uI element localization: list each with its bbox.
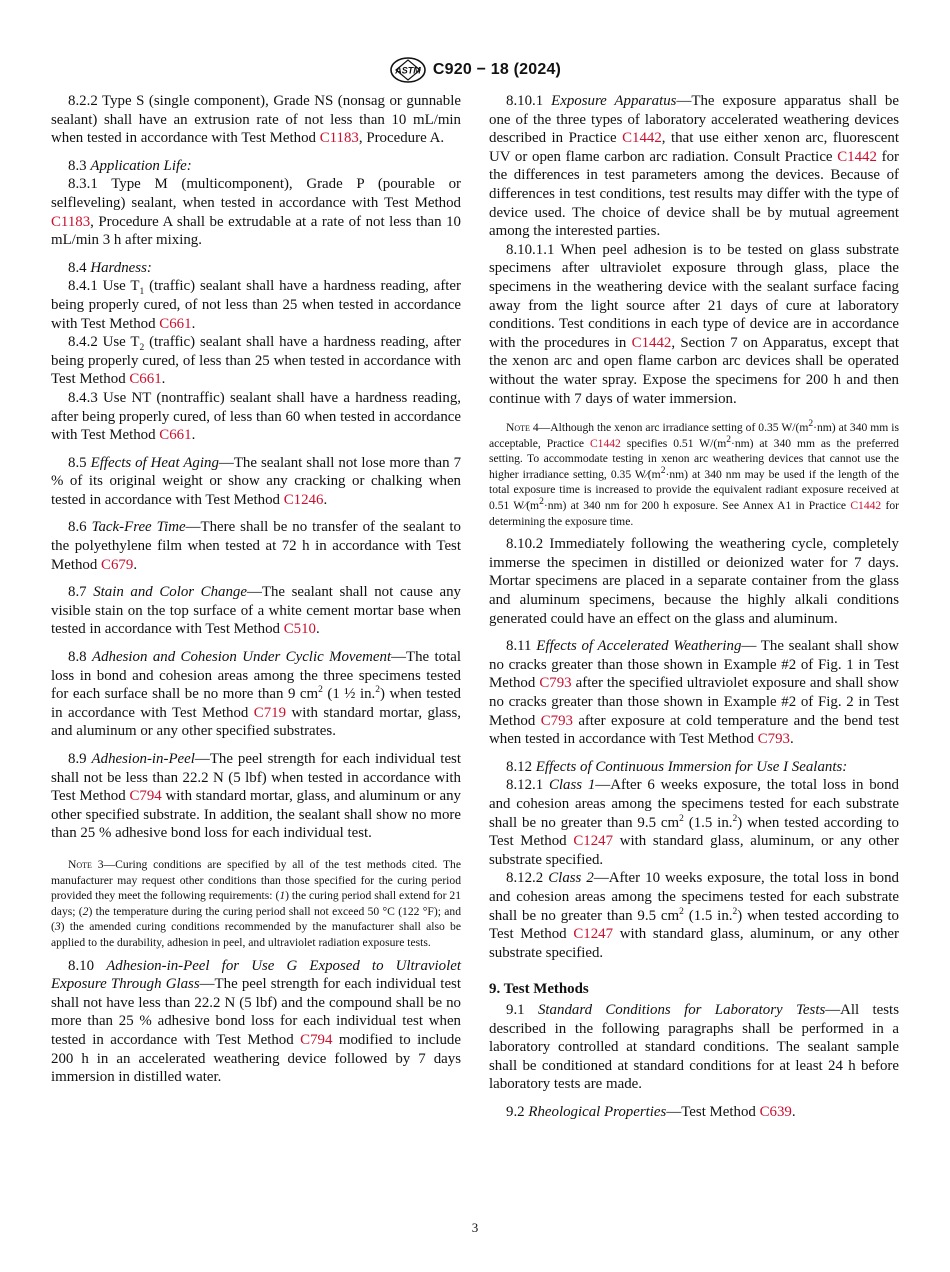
para-8-12-1: 8.12.1 Class 1—After 6 weeks exposure, the total loss in bond and cohesion areas among the specimens tested for each substrate shall be no greater than 9.5 $cm^2$ (1.5 in.$^2$) when tested according to Test Method C1247 with standard glass, aluminum, or any other substrate specified. [489, 777, 899, 868]
link-c794[interactable]: C794 [300, 1031, 333, 1048]
para-8-12-2: 8.12.2 Class 2—After 10 weeks exposure, the total loss in bond and cohesion areas among the specimens tested for each substrate shall be no greater than 9.5 $cm^2$ (1.5 in.$^2$) when tested according to Test Method C1247 with standard glass, aluminum, or any other substrate specified. [489, 870, 899, 961]
para-8-10-1-1: 8.10.1.1 When peel adhesion is to be tested on glass substrate specimens after ultraviolet exposure through glass, place the specimens in the weathering device with the sealant surface facing away from the light source after 21 days of cure at laboratory conditions. Test conditions in each type of device are in accordance with the procedures in C1442, Section 7 on Apparatus, except that the xenon arc and open flame carbon arc devices shall be operated without the water spray. Expose the specimens for 200 h and then continue with 7 days of water immersion. [489, 241, 899, 407]
document-id: C920 − 18 (2024) [432, 61, 562, 78]
para-8-8: 8.8 Adhesion and Cohesion Under Cyclic Movement—The total loss in bond and cohesion areas among the three specimens tested for each surface shall be no more than 9 $cm^2$ (1 ½ in.$^2$) when tested in accordance with Test Method C719 with standard mortar, glass, and aluminum or any other specified substrates. [51, 649, 461, 740]
link-c1247[interactable]: C1247 [573, 926, 614, 943]
link-c794[interactable]: C794 [129, 788, 162, 805]
link-c661[interactable]: C661 [129, 371, 162, 388]
page-header [0, 56, 950, 84]
para-8-10-2: 8.10.2 Immediately following the weathering cycle, completely immerse the specimen in distilled or deionized water for 7 days. Mortar specimens are placed in a separate container from the glass and aluminum specimens, because the highly alkali conditions generated could have an effect on the glass and aluminum. [489, 536, 899, 627]
para-8-3: 8.3 Application Life: [68, 157, 192, 174]
para-8-4: 8.4 Hardness: [68, 259, 152, 276]
para-8-4-2: 8.4.2 Use $T_2$ (traffic) sealant shall have a hardness reading, after being properly cured, of less than 25 when tested in accordance with Test Method C661. [51, 334, 462, 388]
link-c1442[interactable]: C1442 [837, 148, 877, 165]
link-c1442[interactable]: C1442 [589, 436, 621, 450]
link-c793[interactable]: C793 [539, 675, 572, 692]
svg-text:ASTM: ASTM [395, 65, 421, 76]
link-c1442[interactable]: C1442 [631, 334, 672, 351]
note-4: Note 4—Although the xenon arc irradiance setting of 0.35 $W/(m^2\cdot nm)$ at 340 mm is acceptable, Practice C1442 specifies 0.51 $W/(m^2\cdot nm)$ at 340 mm as the preferred setting. To accommodate testing in xenon arc weathering devices that cannot use the higher irradiance setting, 0.35 $W⁄(m^2\cdot nm)$ at 340 nm may be used if the length of the total exposure time is increased to provide the equivalent radiant exposure received at 0.51 $W⁄(m^2\cdot nm)$ at 340 nm for 200 h exposure. See Annex A1 in Practice C1442 for determining the exposure time. [489, 419, 899, 528]
para-8-11: 8.11 Effects of Accelerated Weathering— The sealant shall show no cracks greater than those shown in Example #2 of Fig. 1 in Test Method C793 after the specified ultraviolet exposure and shall show no cracks greater than those shown in Example #2 of Fig. 2 in Test Method C793 after exposure at cold temperature and the bend test when tested in accordance with Test Method C793. [489, 638, 899, 748]
link-c510[interactable]: C510 [283, 621, 317, 638]
link-c1183[interactable]: C1183 [51, 213, 91, 230]
link-c1246[interactable]: C1246 [283, 491, 324, 508]
link-c1247[interactable]: C1247 [573, 833, 614, 850]
para-8-6: 8.6 Tack-Free Time—There shall be no transfer of the sealant to the polyethylene film when tested at 72 h in accordance with Test Method C679. [51, 519, 461, 573]
link-c661[interactable]: C661 [159, 315, 192, 332]
para-8-12: 8.12 Effects of Continuous Immersion for Use I Sealants: [506, 758, 848, 775]
link-c639[interactable]: C639 [759, 1103, 792, 1120]
link-c661[interactable]: C661 [159, 427, 192, 444]
para-9-1: 9.1 Standard Conditions for Laboratory Tests—All tests described in the following paragraphs shall be performed in a laboratory controlled at standard conditions. The sealant sample shall be conditioned at standard conditions for at least 24 h before laboratory tests are made. [489, 1001, 899, 1093]
link-c1183[interactable]: C1183 [319, 130, 359, 147]
para-8-4-3: 8.4.3 Use NT (nontraffic) sealant shall have a hardness reading, after being properly cured, of less than 60 when tested in accordance with Test Method C661. [51, 389, 461, 444]
para-8-7: 8.7 Stain and Color Change—The sealant shall not cause any visible stain on the top surface of a white cement mortar base when tested in accordance with Test Method C510. [51, 584, 461, 638]
link-c719[interactable]: C719 [253, 704, 287, 721]
para-8-3-1: 8.3.1 Type M (multicomponent), Grade P (pourable or selfleveling) sealant, when tested in accordance with Test Method C1183, Procedure A shall be extrudable at a rate of not less than 10 mL/min 3 h after mixing. [51, 176, 461, 249]
para-8-10: 8.10 Adhesion-in-Peel for Use G Exposed to Ultraviolet Exposure Through Glass—The peel strength for each individual test shall not have less than 22.2 N (5 lbf) and the compound shall be no more than 25 % adhesive bond loss for each individual test when tested in accordance with Test Method C794 modified to include 200 h in an accelerated weathering device followed by 7 days immersion in distilled water. [51, 957, 461, 1086]
para-8-9: 8.9 Adhesion-in-Peel—The peel strength for each individual test shall not be less than 22.2 N (5 lbf) when tested in accordance with Test Method C794 with standard mortar, glass, and aluminum or any other specified substrate. In addition, the sealant shall show no more than 25 % adhesive bond loss for each individual test. [51, 751, 461, 842]
link-c793[interactable]: C793 [540, 712, 573, 729]
link-c1442[interactable]: C1442 [622, 130, 662, 147]
astm-logo-icon [389, 57, 427, 83]
link-c793[interactable]: C793 [757, 731, 790, 748]
para-8-2-2: 8.2.2 Type S (single component), Grade NS (nonsag or gunnable sealant) shall have an extrusion rate of not less than 10 mL/min when tested in accordance with Test Method C1183, Procedure A. [51, 93, 461, 147]
page-number: 3 [471, 1220, 479, 1235]
left-column [51, 92, 461, 1087]
para-8-10-1: 8.10.1 Exposure Apparatus—The exposure apparatus shall be one of the three types of laboratory accelerated weathering devices described in Practice C1442, that use either xenon arc, fluorescent UV or open flame carbon arc radiation. Consult Practice C1442 for the differences in test parameters among the devices. Because of differences in test conditions, test results may differ with the type of device used. The choice of device shall be by mutual agreement among the interested parties. [489, 93, 899, 240]
section-9-heading: 9. Test Methods [489, 981, 589, 998]
para-8-5: 8.5 Effects of Heat Aging—The sealant shall not lose more than 7 % of its original weight or show any cracking or chalking when tested in accordance with Test Method C1246. [51, 454, 462, 508]
para-8-4-1: 8.4.1 Use $T_1$ (traffic) sealant shall have a hardness reading, after being properly cured, of not less than 25 when tested in accordance with Test Method C661. [51, 278, 462, 332]
link-c1442[interactable]: C1442 [850, 499, 882, 513]
note-3: Note 3—Curing conditions are specified by all of the test methods cited. The manufacturer may request other conditions than those specified for the curing period provided they meet the following requirements: (1) the curing period shall extend for 21 days; (2) the temperature during the curing period shall not exceed 50 °C (122 °F); and (3) the amended curing conditions recommended by the manufacturer shall also be applied to the durability, adhesion in peel, and ultraviolet radiation exposure tests. [51, 857, 461, 949]
link-c679[interactable]: C679 [101, 556, 134, 573]
para-9-2: 9.2 Rheological Properties—Test Method C639. [506, 1103, 796, 1120]
right-column [489, 92, 899, 1121]
